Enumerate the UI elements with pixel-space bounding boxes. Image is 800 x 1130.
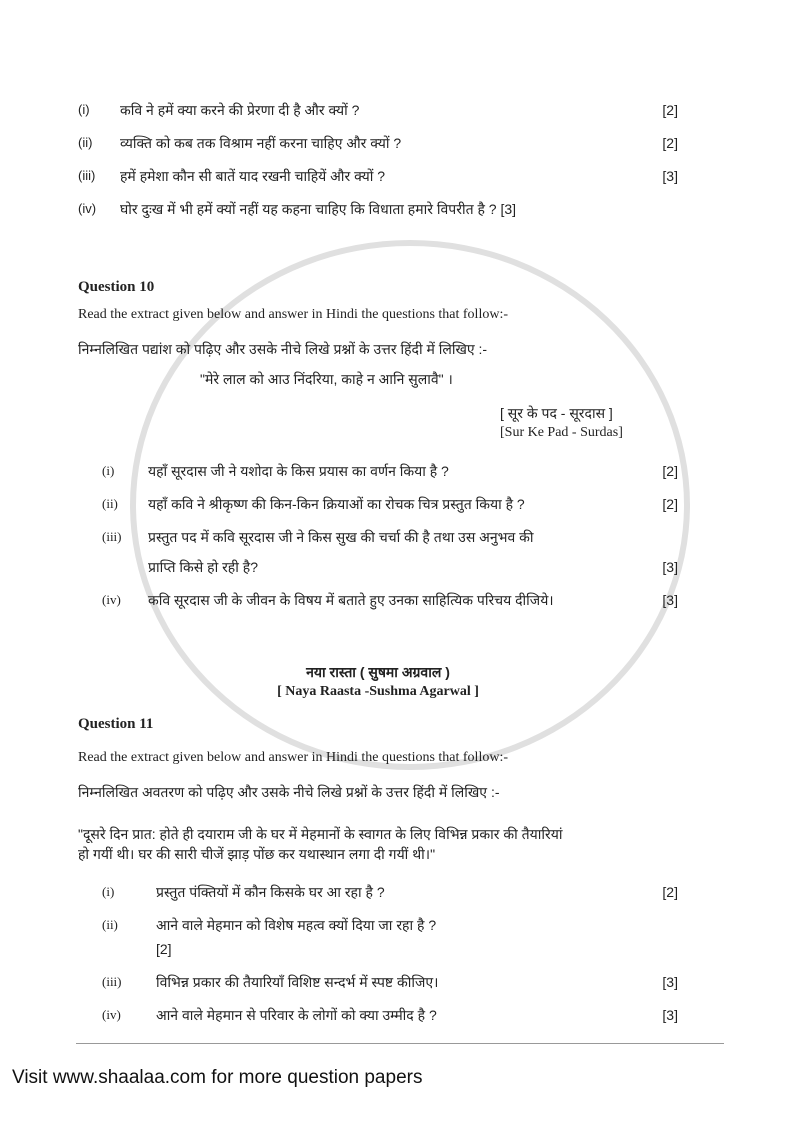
q9-part-text: कवि ने हमें क्या करने की प्रेरणा दी है और क्यों ?: [120, 102, 360, 118]
instruction-hindi: निम्नलिखित पद्यांश को पढ़िए और उसके नीचे लिखे प्रश्नों के उत्तर हिंदी में लिखिए :-: [78, 341, 488, 357]
q10-part-text-cont: प्राप्ति किसे हो रही है?: [148, 559, 258, 575]
q11-part-text: आने वाले मेहमान को विशेष महत्व क्यों दिया जा रहा है ?: [156, 917, 437, 933]
q10-part-num: (iv): [102, 592, 121, 607]
q11-part-marks: [3]: [662, 974, 678, 990]
q11-part-text: विभिन्न प्रकार की तैयारियाँ विशिष्ट सन्दर्भ में स्पष्ट कीजिए।: [156, 974, 439, 990]
q10-part: [78, 461, 678, 481]
q9-part-marks: [2]: [662, 135, 678, 151]
q9-part: [78, 100, 678, 120]
q9-part-marks: [2]: [662, 102, 678, 118]
q10-part: [78, 494, 678, 514]
q11-part-num: (iii): [102, 974, 122, 989]
q11-part-marks: [2]: [662, 884, 678, 900]
q11-part-num: (iv): [102, 1007, 121, 1022]
chapter-title-english: [ Naya Raasta -Sushma Agarwal ]: [277, 684, 479, 699]
q10-part: [78, 590, 678, 610]
source-english: [Sur Ke Pad - Surdas]: [500, 425, 623, 440]
q10-part-text: प्रस्तुत पद में कवि सूरदास जी ने किस सुख की चर्चा की है तथा उस अनुभव की: [148, 529, 534, 545]
q9-part-text: घोर दुःख में भी हमें क्यों नहीं यह कहना चाहिए कि विधाता हमारे विपरीत है ? [3]: [120, 201, 517, 217]
instruction-english: Read the extract given below and answer in Hindi the questions that follow:-: [78, 307, 509, 322]
instruction-hindi: निम्नलिखित अवतरण को पढ़िए और उसके नीचे लिखे प्रश्नों के उत्तर हिंदी में लिखिए :-: [78, 784, 500, 800]
q11-part: [78, 1005, 678, 1025]
q10-part-marks: [2]: [662, 463, 678, 479]
q10-part-text: कवि सूरदास जी के जीवन के विषय में बताते हुए उनका साहित्यिक परिचय दीजिये।: [148, 592, 554, 608]
q10-part-marks: [3]: [662, 559, 678, 575]
q10-part-num: (iii): [102, 529, 122, 544]
q11-part-num: (i): [102, 884, 115, 899]
q10-part: [78, 527, 678, 577]
q11-part: [78, 915, 678, 959]
q9-part-text: हमें हमेशा कौन सी बातें याद रखनी चाहियें और क्यों ?: [120, 168, 386, 184]
q10-part-num: (ii): [102, 496, 118, 511]
q11-part-text: आने वाले मेहमान से परिवार के लोगों को क्या उम्मीद है ?: [156, 1007, 437, 1023]
q9-part-num: (iv): [78, 201, 97, 216]
chapter-title-hindi: नया रास्ता ( सुषमा अग्रवाल ): [306, 664, 450, 680]
q10-part-marks: [3]: [662, 592, 678, 608]
q11-part: [78, 972, 678, 992]
q10-part-text: यहाँ सूरदास जी ने यशोदा के किस प्रयास का वर्णन किया है ?: [148, 463, 449, 479]
q11-part-marks: [2]: [156, 941, 172, 957]
source-hindi: [ सूर के पद - सूरदास ]: [500, 405, 613, 421]
question-heading: Question 10: [78, 279, 155, 295]
footer-link[interactable]: Visit www.shaalaa.com for more question papers: [12, 1067, 423, 1088]
q9-part: [78, 166, 678, 186]
q10-part-num: (i): [102, 463, 115, 478]
q11-part-num: (ii): [102, 917, 118, 932]
q9-part-num: (ii): [78, 135, 93, 150]
extract-line: "दूसरे दिन प्रात: होते ही दयाराम जी के घर में मेहमानों के स्वागत के लिए विभिन्न प्रकार की तैयारियां: [78, 826, 563, 842]
extract-line: हो गयीं थी। घर की सारी चीजें झाड़ पोंछ कर यथास्थान लगा दी गयीं थी।": [78, 846, 436, 862]
q9-part-marks: [3]: [662, 168, 678, 184]
question-heading: Question 11: [78, 716, 154, 732]
instruction-english: Read the extract given below and answer in Hindi the questions that follow:-: [78, 750, 509, 765]
q10-part-text-wrap: [148, 527, 638, 577]
q9-part: [78, 199, 678, 219]
q9-part: [78, 133, 678, 153]
q9-part-text: व्यक्ति को कब तक विश्राम नहीं करना चाहिए और क्यों ?: [120, 135, 402, 151]
q10-part-marks: [2]: [662, 496, 678, 512]
q11-part: [78, 882, 678, 902]
q11-part-text: प्रस्तुत पंक्तियों में कौन किसके घर आ रहा है ?: [156, 884, 385, 900]
footer-divider: [76, 1043, 724, 1044]
q11-part-marks: [3]: [662, 1007, 678, 1023]
poem-quote: "मेरे लाल को आउ निंदरिया, काहे न आनि सुलावै" ।: [200, 371, 453, 387]
q10-part-text: यहाँ कवि ने श्रीकृष्ण की किन-किन क्रियाओं का रोचक चित्र प्रस्तुत किया है ?: [148, 496, 525, 512]
q9-part-num: (iii): [78, 168, 96, 183]
q11-part-text-wrap: [148, 915, 678, 959]
q9-part-num: (i): [78, 102, 90, 117]
